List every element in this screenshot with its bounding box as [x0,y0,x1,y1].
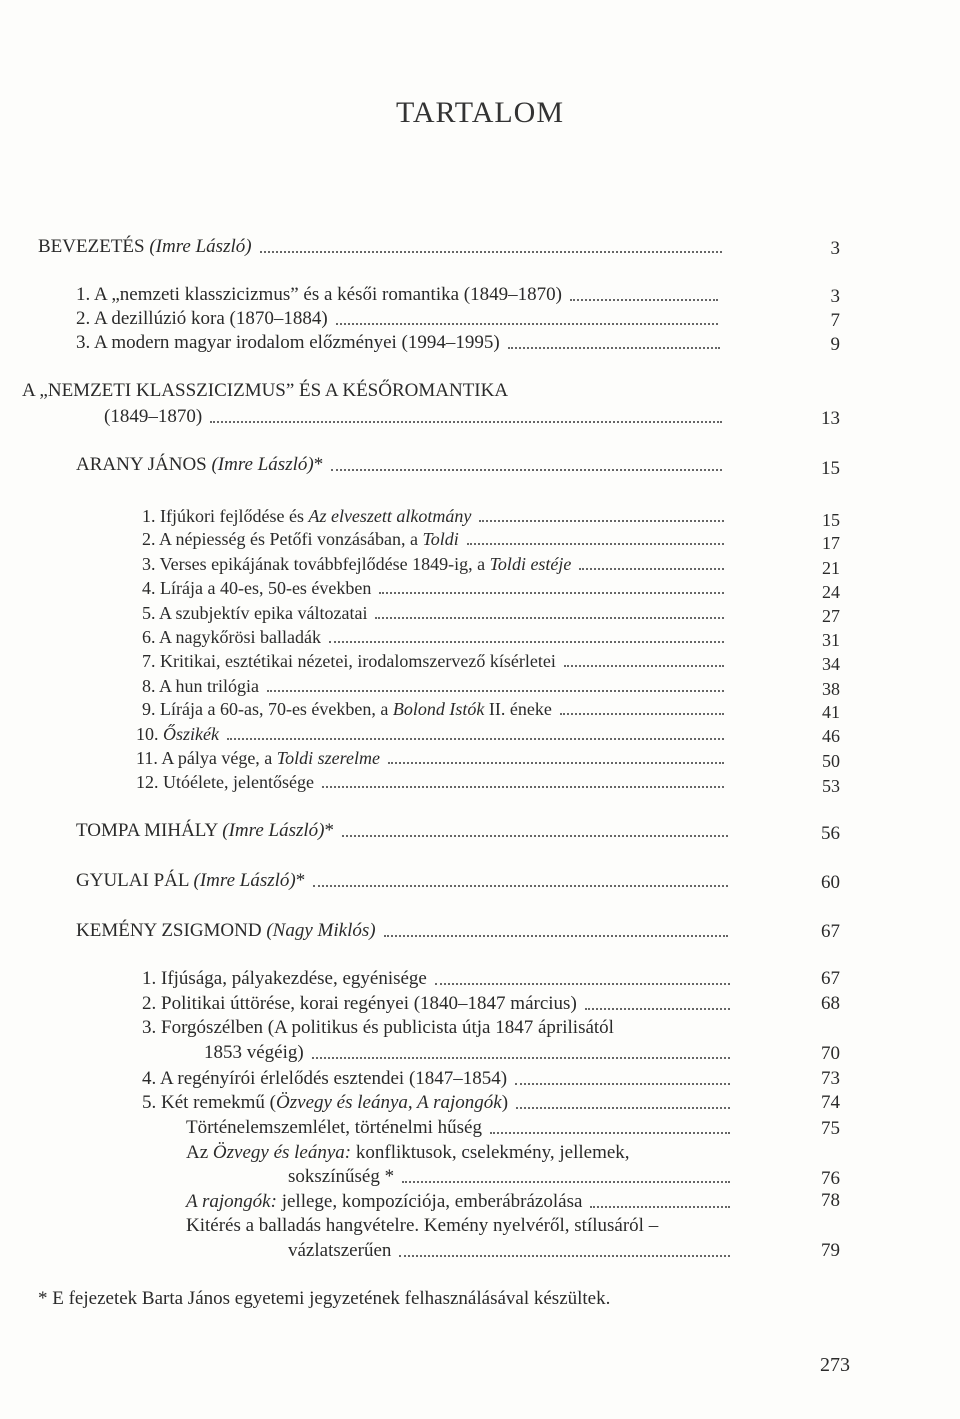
toc-page-number: 70 [821,1043,840,1064]
toc-entry [288,1164,740,1190]
page-number: 273 [820,1354,850,1376]
toc-entry-italic: Bolond Istók [392,699,485,719]
toc-entry-text: TOMPA MIHÁLY [76,820,223,841]
toc-page-number: 68 [821,993,840,1014]
dot-leader [336,322,718,325]
toc-entry-italic: Őszikék [163,724,219,744]
toc-entry-title [186,1189,582,1215]
toc-entry-text: 3. Verses epikájának továbbfejlődése 1849-ig, a [142,554,490,574]
toc-page-number: 7 [830,310,840,331]
toc-entry [104,404,732,430]
toc-page-number: 67 [821,921,840,942]
toc-entry-text: (1849–1870) [104,406,203,427]
toc-entry [142,624,734,650]
toc-entry-text: 1. Ifjúsága, pályakezdése, egyénisége [142,968,427,989]
toc-entry [76,868,738,894]
toc-entry-italic: Özvegy és leánya: [212,1142,352,1163]
toc-entry-title [142,1090,508,1116]
toc-entry [142,526,734,552]
toc-entry-suffix: konfliktusok, cselekmény, jellemek, [351,1142,630,1163]
toc-entry-title [76,282,562,308]
toc-entry-suffix: jellege, kompozíciója, emberábrázolása [276,1191,583,1212]
toc-entry-italic: (Nagy Miklós) [266,920,376,941]
toc-entry [142,1090,740,1116]
dot-leader [570,298,718,301]
toc-entry-text: 10. [136,724,163,744]
toc-entry-italic: Toldi estéje [489,554,572,574]
toc-page-number: 46 [822,726,840,746]
dot-leader [331,468,722,471]
toc-entry-text: 4. Lírája a 40-es, 50-es években [142,578,372,598]
toc-entry [186,1189,740,1215]
dot-leader [490,1131,730,1134]
toc-entry-text: ARANY JÁNOS [76,454,212,475]
dot-leader [590,1205,730,1208]
toc-entry-title [288,1164,394,1190]
toc-entry-title [142,526,459,552]
toc-page-number: 9 [830,334,840,355]
toc-entry [38,234,732,260]
dot-leader [260,250,722,253]
toc-page-number: 79 [821,1240,840,1261]
toc-page-number: 75 [821,1118,840,1139]
toc-entry-title [142,696,552,722]
toc-entry [142,1066,740,1092]
toc-entry-text: 11. A pálya vége, a [136,748,277,768]
toc-page-number: 15 [821,458,840,479]
toc-entry-text: 1. A „nemzeti klasszicizmus” és a késői romantika (1849–1870) [76,284,562,305]
toc-entry [142,600,734,626]
toc-page-number: 76 [821,1168,840,1189]
toc-entry-title [142,624,321,650]
toc-entry [186,1140,630,1166]
toc-page-number: 27 [822,606,840,626]
dot-leader [312,1056,730,1059]
toc-entry-text: 5. A szubjektív epika változatai [142,603,368,623]
toc-entry-text: 7. Kritikai, esztétikai nézetei, irodalomszervező kísérletei [142,651,556,671]
toc-page-number: 67 [821,968,840,989]
dot-leader [227,737,724,740]
dot-leader [313,884,728,887]
toc-entry [142,551,734,577]
toc-entry-title [288,1238,391,1264]
toc-page-number: 17 [822,533,840,553]
toc-entry-text: 2. Politikai úttörése, korai regényei (1840–1847 március) [142,993,577,1014]
toc-entry-suffix: ) [501,1092,509,1113]
dot-leader [267,689,724,692]
toc-entry-suffix: * [313,454,324,475]
toc-entry-text: 2. A népiesség és Petőfi vonzásában, a [142,529,423,549]
toc-entry-title [186,1213,658,1239]
toc-entry [186,1213,658,1239]
toc-entry-text: Az [186,1142,213,1163]
dot-leader [508,346,720,349]
toc-entry-text: 1. Ifjúkori fejlődése és [142,506,309,526]
toc-entry-title [142,648,556,674]
toc-entry [288,1238,740,1264]
toc-entry-italic: (Imre László) [222,820,325,841]
dot-leader [342,834,728,837]
toc-page-number: 73 [821,1068,840,1089]
toc-entry-text: Történelemszemlélet, történelmi hűség [186,1117,482,1138]
page-title: TARTALOM [395,96,565,129]
toc-entry-title [186,1115,482,1141]
toc-entry [22,378,508,404]
toc-entry-text: 3. A modern magyar irodalom előzményei (1994–1995) [76,332,500,353]
toc-page-number: 38 [822,679,840,699]
toc-entry [76,306,728,332]
toc-entry-italic: Az elveszett alkotmány [308,506,472,526]
toc-entry [186,1115,740,1141]
toc-entry [204,1040,740,1066]
toc-page-number: 13 [821,408,840,429]
toc-entry [142,575,734,601]
toc-page-number: 34 [822,654,840,674]
toc-entry-text: GYULAI PÁL [76,870,194,891]
toc-entry [142,648,734,674]
toc-page-number: 74 [821,1092,840,1113]
toc-entry-title [136,769,314,795]
dot-leader [467,542,724,545]
toc-page-number: 78 [821,1190,840,1211]
toc-entry [136,721,734,747]
toc-entry-title [142,1015,614,1041]
toc-entry-title [76,452,323,478]
toc-entry-text: KEMÉNY ZSIGMOND [76,920,267,941]
toc-entry [142,966,740,992]
toc-entry-text: BEVEZETÉS [38,236,150,257]
toc-entry-title [136,721,219,747]
footnote: * E fejezetek Barta János egyetemi jegyzetének felhasználásával készültek. [38,1288,611,1309]
toc-entry-title [142,551,571,577]
toc-entry-text: 2. A dezillúzió kora (1870–1884) [76,308,328,329]
toc-entry-title [204,1040,304,1066]
toc-entry-title [104,404,202,430]
toc-entry-title [76,918,376,944]
toc-entry-title [38,234,252,260]
toc-entry-title [76,818,334,844]
toc-entry [76,330,730,356]
toc-entry [136,745,734,771]
toc-entry-text: 5. Két remekmű ( [142,1092,277,1113]
dot-leader [579,567,724,570]
toc-entry [76,452,732,478]
toc-entry [142,991,740,1017]
toc-entry-italic: A rajongók: [186,1191,277,1212]
toc-entry [76,818,738,844]
toc-entry-italic: (Imre László) [149,236,252,257]
dot-leader [329,640,724,643]
toc-entry-text: vázlatszerűen [288,1240,392,1261]
dot-leader [210,420,722,423]
dot-leader [388,761,724,764]
toc-entry-title [186,1140,630,1166]
toc-entry-italic: Toldi szerelme [276,748,380,768]
toc-entry-text: 9. Lírája a 60-as, 70-es években, a [142,699,393,719]
toc-entry-title [136,745,380,771]
toc-entry-title [22,378,508,404]
toc-entry-italic: (Imre László) [193,870,296,891]
toc-page-number: 21 [822,558,840,578]
dot-leader [379,591,724,594]
toc-page-number: 3 [830,286,840,307]
toc-page-number: 50 [822,751,840,771]
dot-leader [322,785,724,788]
toc-entry-text: 4. A regényírói érlelődés esztendei (1847–1854) [142,1068,508,1089]
dot-leader [516,1106,730,1109]
dot-leader [560,712,724,715]
dot-leader [402,1180,730,1183]
toc-page-number: 53 [822,776,840,796]
toc-entry-suffix: * [295,870,306,891]
dot-leader [515,1082,730,1085]
dot-leader [585,1007,730,1010]
toc-entry-text: 6. A nagykőrösi balladák [142,627,321,647]
toc-entry-title [76,330,500,356]
toc-entry-text: A „NEMZETI KLASSZICIZMUS” ÉS A KÉSŐROMANTIKA [22,380,509,401]
toc-entry-text: Kitérés a balladás hangvételre. Kemény nyelvéről, stílusáról – [186,1215,659,1236]
toc-entry-text: 8. A hun trilógia [142,676,259,696]
toc-entry [76,282,728,308]
toc-entry [136,769,734,795]
toc-page-number: 31 [822,630,840,650]
toc-page-number: 15 [822,510,840,530]
toc-entry-text: 3. Forgószélben (A politikus és publicista útja 1847 áprilisától [142,1017,614,1038]
toc-page-number: 24 [822,582,840,602]
dot-leader [435,982,730,985]
dot-leader [375,616,724,619]
toc-page-number: 56 [821,823,840,844]
toc-entry-title [76,306,328,332]
toc-entry-title [142,575,371,601]
toc-entry-text: 1853 végéig) [204,1042,304,1063]
toc-entry-title [142,1066,507,1092]
toc-page-number: 3 [830,238,840,259]
toc-entry-text: 12. Utóélete, jelentősége [136,772,314,792]
dot-leader [399,1254,730,1257]
toc-entry [142,696,734,722]
toc-entry [142,1015,614,1041]
toc-entry-title [142,991,577,1017]
toc-entry-title [76,868,305,894]
toc-entry-title [142,966,427,992]
dot-leader [479,519,724,522]
toc-page-number: 60 [821,872,840,893]
toc-entry-italic: Toldi [422,529,459,549]
dot-leader [564,664,724,667]
toc-entry-title [142,600,367,626]
dot-leader [384,934,728,937]
toc-entry-text: sokszínűség * [288,1166,395,1187]
toc-page-number: 41 [822,702,840,722]
toc-entry-suffix: II. éneke [484,699,552,719]
toc-entry-suffix: * [324,820,334,841]
toc-entry [76,918,738,944]
toc-entry-italic: Özvegy és leánya, A rajongók [276,1092,502,1113]
toc-entry-italic: (Imre László) [211,454,314,475]
